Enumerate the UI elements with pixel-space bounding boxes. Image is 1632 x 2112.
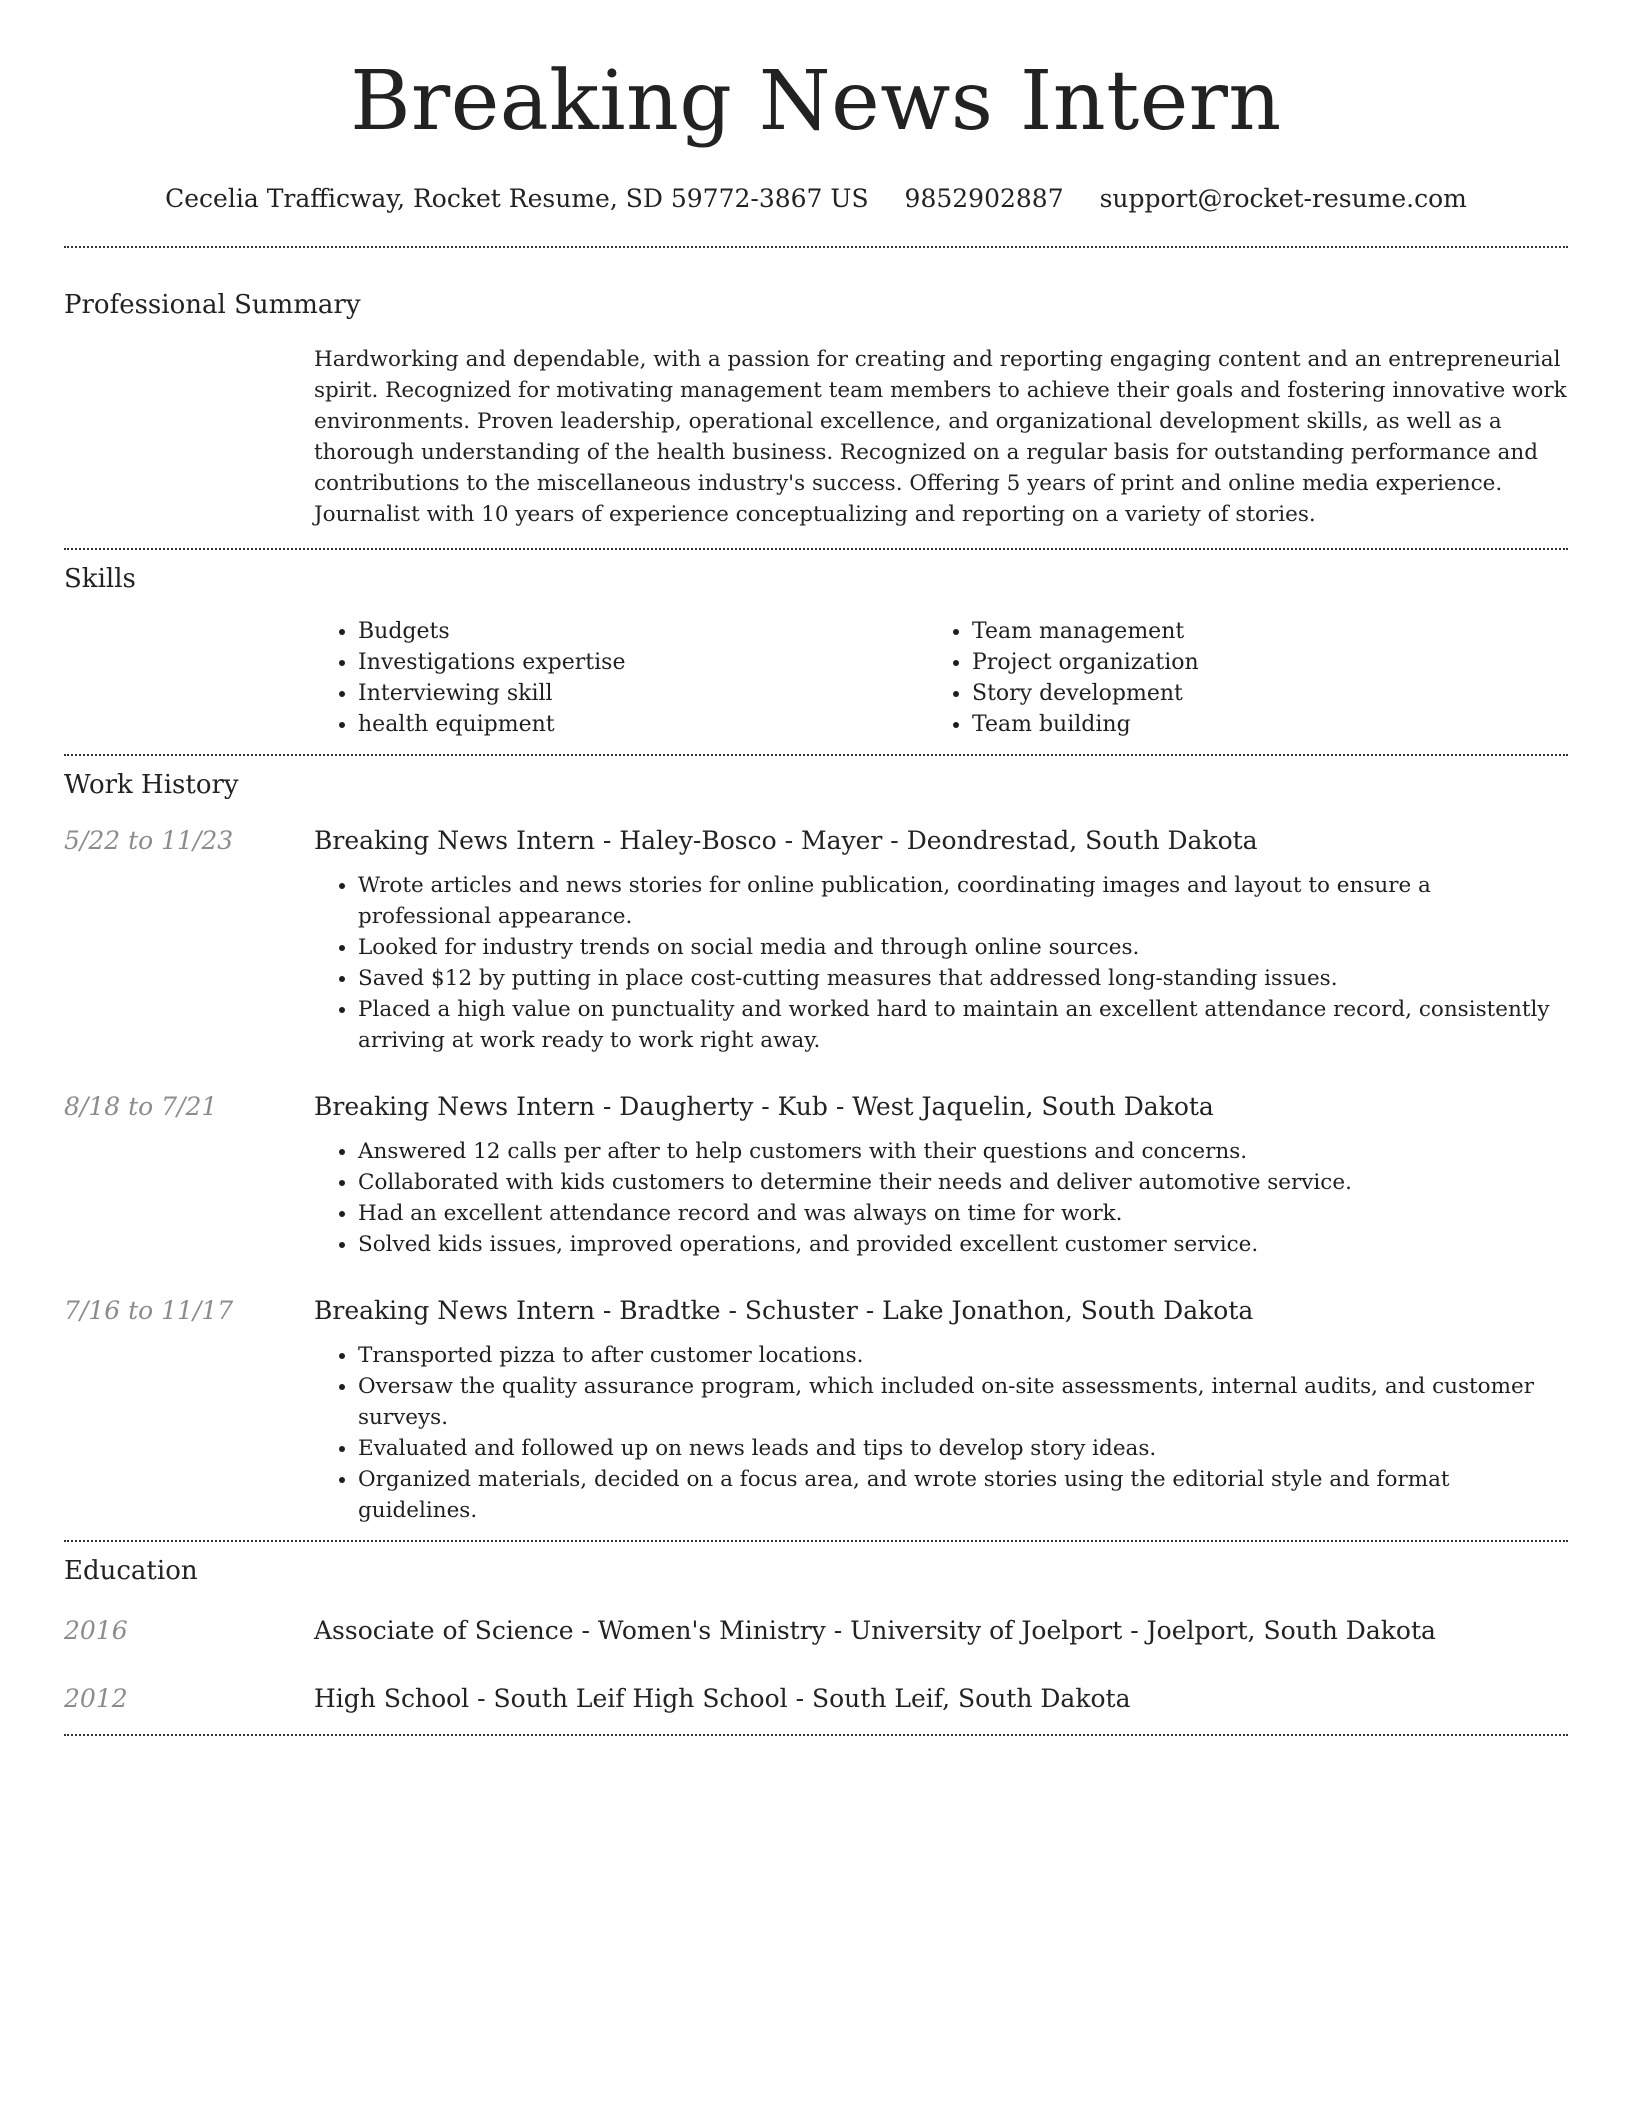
skill-item: • health equipment <box>358 709 928 740</box>
education-year: 2016 <box>64 1616 128 1645</box>
skill-item: • Team management <box>972 616 1542 647</box>
summary-text: Hardworking and dependable, with a passion for creating and reporting engaging content and an entrepreneurial spirit. Recognized for motivating management team members to achieve their goals and fostering innovative work environments. Proven leadership, operational excellence, and organizational development skills, as well as a thorough understanding of the health business. Recognized on a regular basis for outstanding performance and contributions to the miscellaneous industry's success. Offering 5 years of print and online media experience. Journalist with 10 years of experience conceptualizing and reporting on a variety of stories. <box>314 347 1567 527</box>
job-entry <box>64 824 1568 1056</box>
skills-section <box>64 562 1568 754</box>
job-bullet: • Had an excellent attendance record and was always on time for work. <box>358 1198 1568 1229</box>
skill-item: • Interviewing skill <box>358 678 928 709</box>
section-title-summary: Professional Summary <box>64 290 361 320</box>
job-heading: Breaking News Intern - Daugherty - Kub - West Jaquelin, South Dakota <box>314 1092 1214 1121</box>
job-dates: 5/22 to 11/23 <box>64 826 234 855</box>
job-bullet: • Collaborated with kids customers to determine their needs and deliver automotive service. <box>358 1167 1568 1198</box>
contact-line <box>64 182 1568 216</box>
education-section <box>64 1554 1568 1734</box>
skills-list-right <box>928 616 1542 740</box>
section-title-education: Education <box>64 1556 198 1586</box>
work-section <box>64 768 1568 1540</box>
skill-item: • Budgets <box>358 616 928 647</box>
divider <box>64 754 1568 756</box>
job-bullet: • Solved kids issues, improved operations, and provided excellent customer service. <box>358 1229 1568 1260</box>
job-bullet: • Wrote articles and news stories for online publication, coordinating images and layout to ensure a professional appearance. <box>358 870 1568 932</box>
section-title-work: Work History <box>64 770 239 800</box>
education-entry <box>64 1682 1568 1716</box>
job-heading: Breaking News Intern - Bradtke - Schuster - Lake Jonathon, South Dakota <box>314 1296 1254 1325</box>
job-bullet: • Looked for industry trends on social media and through online sources. <box>358 932 1568 963</box>
job-bullets <box>314 1136 1568 1260</box>
job-bullet: • Placed a high value on punctuality and worked hard to maintain an excellent attendance record, consistently arriving at work ready to work right away. <box>358 994 1568 1056</box>
job-entry <box>64 1090 1568 1260</box>
education-year: 2012 <box>64 1684 128 1713</box>
divider <box>64 1540 1568 1542</box>
job-bullets <box>314 870 1568 1056</box>
skill-item: • Story development <box>972 678 1542 709</box>
skill-item: • Investigations expertise <box>358 647 928 678</box>
education-heading: High School - South Leif High School - South Leif, South Dakota <box>314 1684 1131 1713</box>
job-bullet: • Transported pizza to after customer locations. <box>358 1340 1568 1371</box>
contact-address: Cecelia Trafficway, Rocket Resume, SD 59772-3867 US <box>165 184 869 213</box>
contact-phone: 9852902887 <box>904 184 1064 213</box>
divider <box>64 548 1568 550</box>
job-bullets <box>314 1340 1568 1526</box>
skills-list-left <box>314 616 928 740</box>
job-dates: 7/16 to 11/17 <box>64 1296 234 1325</box>
summary-section <box>64 288 1568 548</box>
skill-item: • Project organization <box>972 647 1542 678</box>
education-heading: Associate of Science - Women's Ministry - University of Joelport - Joelport, South Dakota <box>314 1616 1436 1645</box>
section-title-skills: Skills <box>64 564 136 594</box>
resume-name: Breaking News Intern <box>350 54 1282 149</box>
divider <box>64 1734 1568 1736</box>
contact-email: support@rocket-resume.com <box>1099 184 1467 213</box>
education-entry <box>64 1614 1568 1648</box>
job-bullet: • Oversaw the quality assurance program, which included on-site assessments, internal audits, and customer surveys. <box>358 1371 1568 1433</box>
job-bullet: • Evaluated and followed up on news leads and tips to develop story ideas. <box>358 1433 1568 1464</box>
job-heading: Breaking News Intern - Haley-Bosco - Mayer - Deondrestad, South Dakota <box>314 826 1258 855</box>
job-dates: 8/18 to 7/21 <box>64 1092 218 1121</box>
divider <box>64 246 1568 248</box>
job-bullet: • Saved $12 by putting in place cost-cutting measures that addressed long-standing issues. <box>358 963 1568 994</box>
job-bullet: • Organized materials, decided on a focus area, and wrote stories using the editorial style and format guidelines. <box>358 1464 1568 1526</box>
job-entry <box>64 1294 1568 1540</box>
skill-item: • Team building <box>972 709 1542 740</box>
job-bullet: • Answered 12 calls per after to help customers with their questions and concerns. <box>358 1136 1568 1167</box>
